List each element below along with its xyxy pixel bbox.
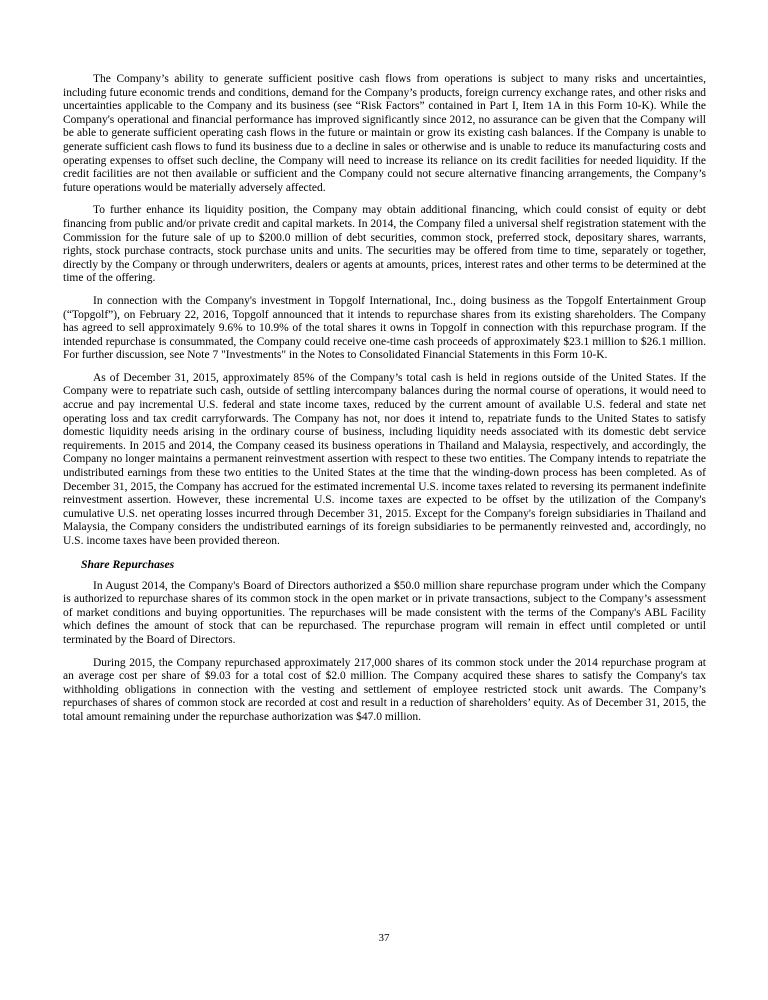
paragraph-topgolf-investment: In connection with the Company's investment in Topgolf International, Inc., doing business as the Topgolf Entertainment Group (“Topgolf”), on February 22, 2016, Topgolf announced that it intends to repurchase shares from its existing shareholders. The Company has agreed to sell approximately 9.6% to 10.9% of the total shares it owns in Topgolf in connection with this repurchase program. If the intended repurchase is consummated, the Company could receive one-time cash proceeds of approximately $23.1 million to $26.1 million. For further discussion, see Note 7 "Investments" in the Notes to Consolidated Financial Statements in this Form 10-K. <box>63 294 706 362</box>
paragraph-foreign-cash-repatriation: As of December 31, 2015, approximately 85% of the Company’s total cash is held in regions outside of the United States. If the Company were to repatriate such cash, outside of settling intercompany balances during the normal course of operations, it would need to accrue and pay incremental U.S. federal and state income taxes, reduced by the current amount of available U.S. federal and state net operating loss and tax credit carryforwards. The Company has not, nor does it intend to, repatriate funds to the United States to satisfy domestic liquidity needs arising in the ordinary course of business, including liquidity needs associated with its domestic debt service requirements. In 2015 and 2014, the Company ceased its business operations in Thailand and Malaysia, respectively, and accordingly, the Company no longer maintains a permanent reinvestment assertion with respect to these two entities. The Company intends to repatriate the undistributed earnings from these two entities to the United States at the time that the winding-down process has been completed. As of December 31, 2015, the Company has accrued for the estimated incremental U.S. income taxes related to reversing its permanent indefinite reinvestment assertion. However, these incremental U.S. income taxes are expected to be offset by the utilization of the Company's cumulative U.S. net operating losses incurred through December 31, 2015. Except for the Company's foreign subsidiaries in Thailand and Malaysia, the Company considers the undistributed earnings of its foreign subsidiaries to be permanently reinvested and, accordingly, no U.S. income taxes have been provided thereon. <box>63 371 706 547</box>
section-heading-share-repurchases: Share Repurchases <box>81 557 175 571</box>
paragraph-cash-flow-risks: The Company’s ability to generate sufficient positive cash flows from operations is subject to many risks and uncertainties, including future economic trends and conditions, demand for the Company’s products, foreign currency exchange rates, and other risks and uncertainties applicable to the Company and its business (see “Risk Factors” contained in Part I, Item 1A in this Form 10-K). While the Company's operational and financial performance has improved significantly since 2012, no assurance can be given that the Company will be able to generate sufficient operating cash flows in the future or maintain or grow its existing cash balances. If the Company is unable to generate sufficient cash flows to fund its business due to a decline in sales or otherwise and is unable to reduce its manufacturing costs and operating expenses to offset such decline, the Company will need to increase its reliance on its credit facilities for needed liquidity. If the credit facilities are not then available or sufficient and the Company could not secure alternative financing arrangements, the Company’s future operations would be materially adversely affected. <box>63 73 706 194</box>
paragraph-2015-repurchases: During 2015, the Company repurchased approximately 217,000 shares of its common stock under the 2014 repurchase program at an average cost per share of $9.03 for a total cost of $2.0 million. The Company acquired these shares to satisfy the Company's tax withholding obligations in connection with the vesting and settlement of employee restricted stock unit awards. The Company’s repurchases of shares of common stock are recorded at cost and result in a reduction of shareholders’ equity. As of December 31, 2015, the total amount remaining under the repurchase authorization was $47.0 million. <box>63 656 706 723</box>
paragraph-additional-financing: To further enhance its liquidity position, the Company may obtain additional financing, which could consist of equity or debt financing from public and/or private credit and capital markets. In 2014, the Company filed a universal shelf registration statement with the Commission for the future sale of up to $200.0 million of debt securities, common stock, preferred stock, depositary shares, warrants, rights, stock purchase contracts, stock purchase units and units. The securities may be offered from time to time, separately or together, directly by the Company or through underwriters, dealers or agents at amounts, prices, interest rates and other terms to be determined at the time of the offering. <box>63 204 706 285</box>
document-body <box>63 73 706 734</box>
paragraph-repurchase-program-authorization: In August 2014, the Company's Board of Directors authorized a $50.0 million share repurchase program under which the Company is authorized to repurchase shares of its common stock in the open market or in private transactions, subject to the Company’s assessment of market conditions and buying opportunities. The repurchases will be made consistent with the terms of the Company's ABL Facility which defines the amount of stock that can be repurchased. The repurchase program will remain in effect until completed or until terminated by the Board of Directors. <box>63 579 706 646</box>
page-number: 37 <box>378 932 390 944</box>
